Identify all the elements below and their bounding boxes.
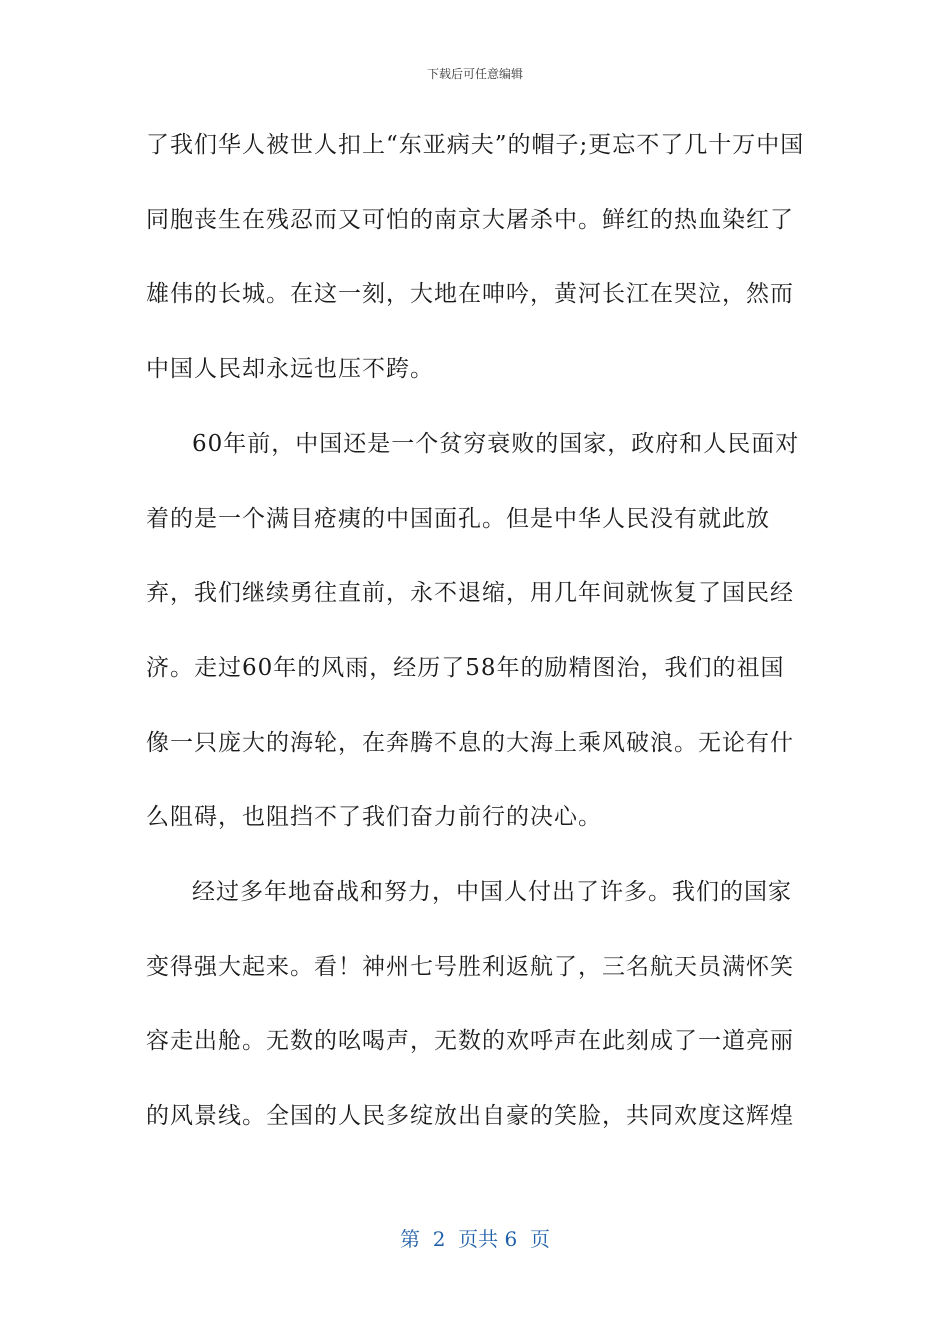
paragraph-continued: 了我们华人被世人扣上“东亚病夫”的帽子;更忘不了几十万中国同胞丧生在残忍而又可怕的南京大屠杀中。鲜红的热血染红了雄伟的长城。在这一刻，大地在呻吟，黄河长江在哭泣，然而中国人民却永远也压不跨。 [146, 132, 805, 383]
document-body [146, 108, 806, 1154]
paragraph-60-years: 60年前，中国还是一个贫穷衰败的国家，政府和人民面对着的是一个满目疮痍的中国面孔。但是中华人民没有就此放弃，我们继续勇往直前，永不退缩，用几年间就恢复了国民经济。走过60年的风雨，经历了58年的励精图治，我们的祖国像一只庞大的海轮，在奔腾不息的大海上乘风破浪。无论有什么阻碍，也阻挡不了我们奋力前行的决心。 [146, 430, 800, 831]
page-number-footer: 第 2 页共 6 页 [400, 1227, 550, 1251]
paragraph-shenzhou: 经过多年地奋战和努力，中国人付出了许多。我们的国家变得强大起来。看！神州七号胜利返航了，三名航天员满怀笑容走出舱。无数的吆喝声，无数的欢呼声在此刻成了一道亮丽的风景线。全国的人民多绽放出自豪的笑脸，共同欢度这辉煌 [146, 879, 794, 1130]
page-header-note: 下载后可任意编辑 [426, 67, 523, 81]
